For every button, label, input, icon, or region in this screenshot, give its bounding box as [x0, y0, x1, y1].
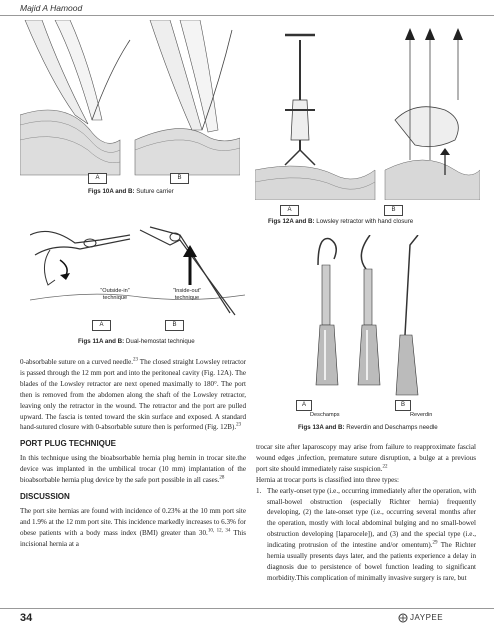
fig11-caption: Figs 11A and B: Dual-hemostat technique — [78, 338, 195, 345]
right-paragraph-2: Hernia at trocar ports is classified into three types: — [256, 475, 400, 484]
inside-out-label: “Inside-out” technique — [172, 288, 202, 301]
publisher-logo-text: JAYPEE — [410, 613, 444, 622]
running-header-author: Majid A Hamood — [20, 3, 83, 13]
header-rule — [0, 15, 494, 16]
list-item-1: 1. The early-onset type (i.e., occurring immediately after the operation, with small-bowel obstruction (especially Richter hernia) frequently developing, (2) the late-onset type (i.e., occurring several months after the operation, mostly with local abdominal bulging and no small-bowel obstruction developing [laparocele]), and (3) and the special type (i.e., indicating protrusion of the intestine and/or omentum).$^{29}$ The Richter hernia usually presents days later, and the patients experience a delay in diagnosis due to persistence of bowel function leading to significant morbidity.This complication of minimally invasive surgery is rare, but — [256, 486, 477, 582]
fig13-label-a: A — [296, 400, 312, 411]
jaypee-logo-icon — [398, 613, 408, 623]
left-paragraph-3: The port site hernias are found with incidence of 0.23% at the 10 mm port site and 1.9% at the 12 mm port site. This incidence markedly increases to 6.3% for obese patients with a body mass index (BMI) greater than 30.$^{10, 12, 34}$ This incisional hernia at a — [20, 506, 247, 548]
left-paragraph-1: 0-absorbable suture on a curved needle.$^{23}$ The closed straight Lowsley retractor is passed through the 12 mm port and into the peritoneal cavity (Fig. 12A). The blades of the Lowsley retractor are next opened maximally to 180°. The port then is removed from the abdomen along the shaft of the Lowsley retractor, leaving only the retractor in the wound. The retractor and the port are pulled upward. The fascia is tented toward the skin surface and exposed. A standard hand-sutured closure with 0-absorbable suture then is performed (Fig. 12B).$^{23}$ — [20, 357, 247, 432]
figure-11-illustration — [30, 205, 245, 320]
left-paragraph-2: In this technique using the bioabsorbable hernia plug hernin in trocar site.the device was implanted in the umbilical trocar (10 mm) implantation of the bioabsorbable hernia plug device by the safe port possible in all cases.$^{28}$ — [20, 454, 246, 485]
right-column — [256, 442, 476, 584]
fig13-label-b: B — [395, 400, 411, 411]
page-number: 34 — [20, 612, 33, 624]
heading-discussion: DISCUSSION — [20, 491, 70, 501]
fig11-label-a: A — [92, 320, 111, 331]
fig12-label-b: B — [384, 205, 403, 216]
fig12-caption: Figs 12A and B: Lowsley retractor with hand closure — [268, 218, 414, 225]
fig10-caption: Figs 10A and B: Suture carrier — [88, 188, 174, 195]
heading-port-plug-technique: PORT PLUG TECHNIQUE — [20, 439, 117, 449]
right-paragraph-1: trocar site after laparoscopy may arise from failure to reapproximate fascial wound edges ,infection, premature suture disruption, a bulge at a previous port site should immediately raise suspicion.$^{22}$ — [256, 443, 476, 473]
left-column — [20, 357, 246, 550]
footer-rule — [0, 608, 494, 609]
fig13-caption: Figs 13A and B: Reverdin and Deschamps needle — [298, 424, 438, 431]
fig11-label-b: B — [165, 320, 184, 331]
figure-13-illustration — [300, 235, 440, 400]
outside-in-label: “Outside-in” technique — [100, 288, 130, 301]
figure-12-illustration — [255, 20, 480, 200]
reverdin-label: Reverdin — [410, 412, 433, 418]
deschamps-label: Deschamps — [310, 412, 340, 418]
figure-10-illustration — [20, 20, 240, 180]
fig10-label-b: B — [170, 173, 189, 184]
fig10-label-a: A — [88, 173, 107, 184]
fig12-label-a: A — [280, 205, 299, 216]
